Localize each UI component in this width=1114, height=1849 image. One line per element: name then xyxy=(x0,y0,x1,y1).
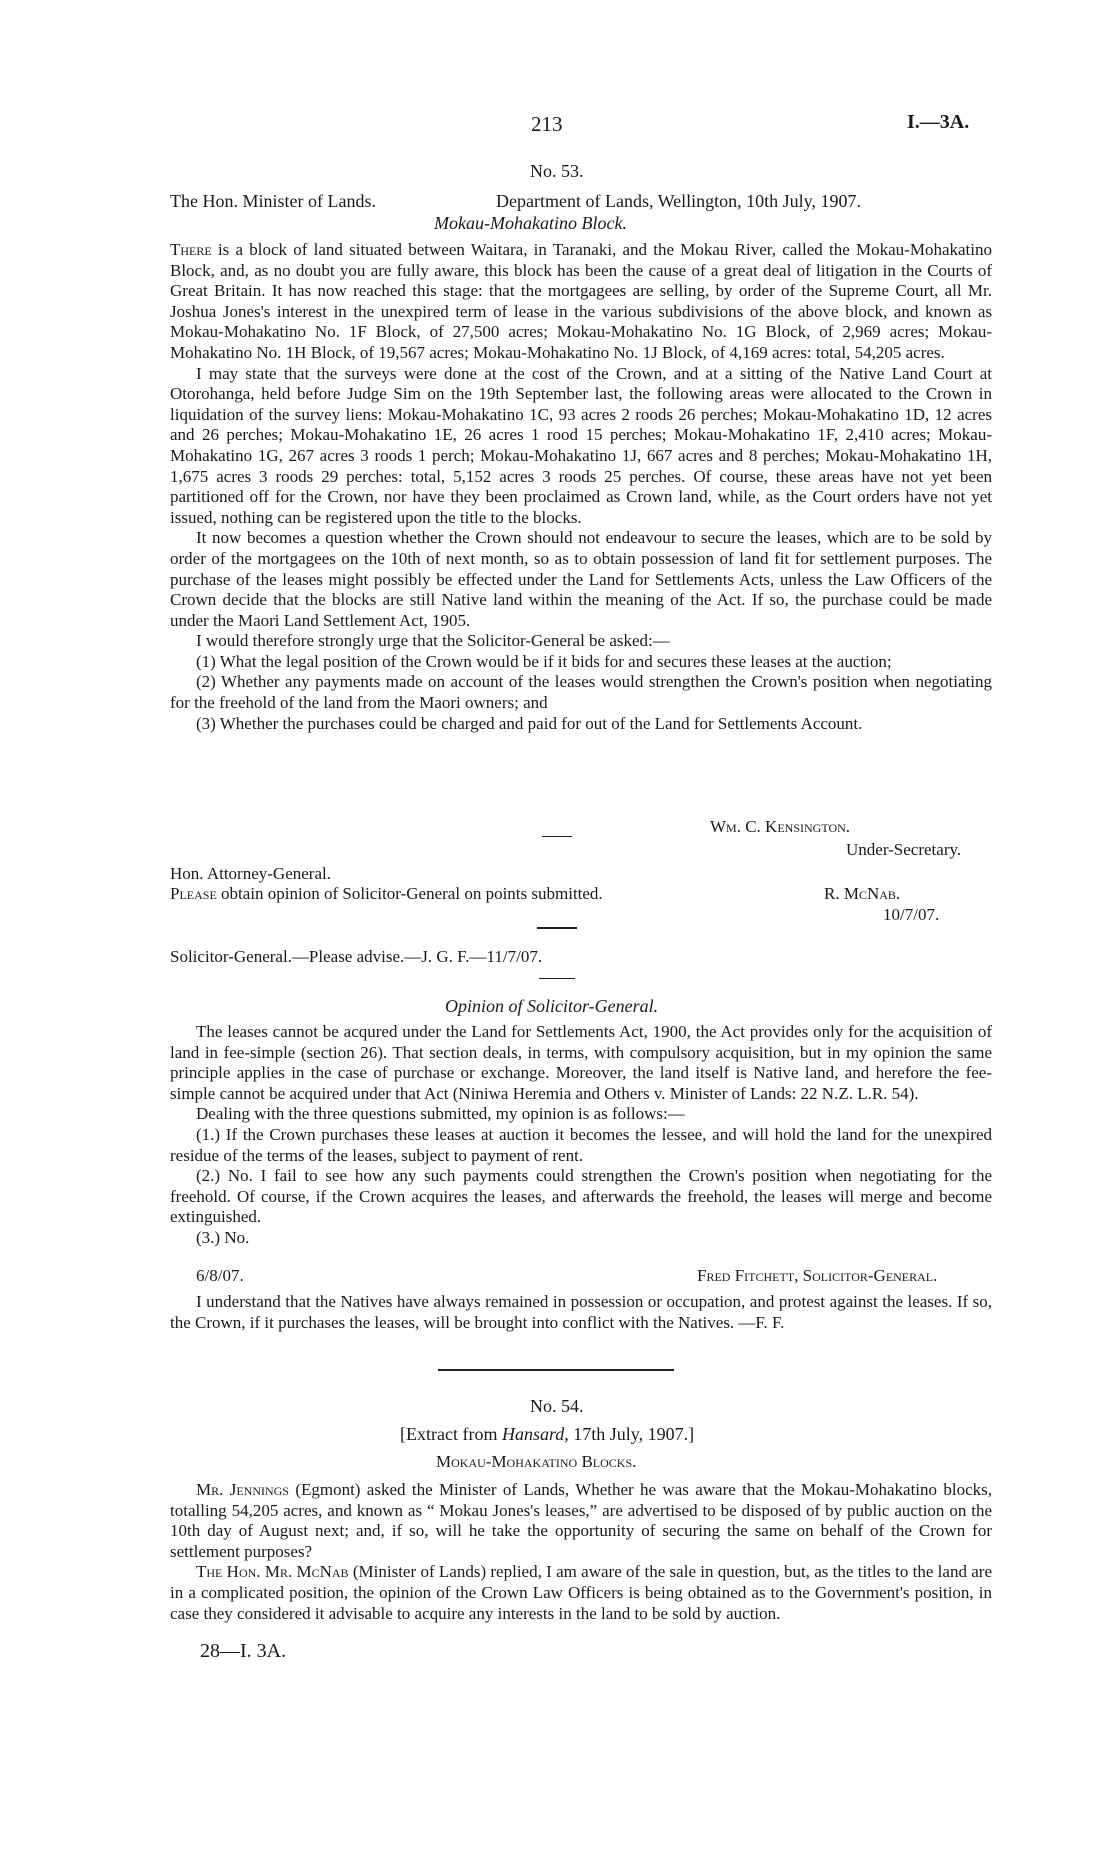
separator-rule xyxy=(537,927,577,929)
paragraph: Dealing with the three questions submitted, my opinion is as follows:— xyxy=(196,1104,685,1124)
minute-body: obtain opinion of Solicitor-General on points submitted. xyxy=(216,884,603,903)
separator-rule xyxy=(539,978,575,979)
paragraph: I understand that the Natives have always remained in possession or occupation, and protest against the leases. If so, the Crown, if it purchases the leases, will be brought into conflict with the Natives. —F. F. xyxy=(170,1292,992,1332)
paragraph-lead: There xyxy=(170,240,212,259)
addressee: The Hon. Minister of Lands. xyxy=(170,191,376,211)
subject-heading: Mokau-Mohakatino Blocks. xyxy=(436,1452,637,1471)
referral-minute: Solicitor-General.—Please advise.—J. G. F.—11/7/07. xyxy=(170,947,543,966)
paragraph-lead: The Hon. Mr. McNab xyxy=(196,1562,349,1582)
opinion-heading: Opinion of Solicitor-General. xyxy=(445,996,659,1016)
minute-signer: R. McNab. xyxy=(824,884,901,903)
letter-body xyxy=(170,240,992,734)
postscript xyxy=(170,1292,992,1333)
opinion-signature: Fred Fitchett, Solicitor-General. xyxy=(697,1266,938,1285)
signature-title: Under-Secretary. xyxy=(846,840,962,859)
minute-text xyxy=(170,884,603,904)
document-reference: I.—3A. xyxy=(907,111,970,133)
extract-pre: [Extract from xyxy=(400,1424,502,1444)
paragraph xyxy=(170,240,992,364)
dateline: Department of Lands, Wellington, 10th July, 1907. xyxy=(496,191,862,211)
extract-source: Hansard xyxy=(501,1424,565,1444)
paragraph: I may state that the surveys were done at the cost of the Crown, and at a sitting of the Native Land Court at Otorohanga, held before Judge Sim on the 19th September last, the following areas were allocated to the Crown in liquidation of the survey liens: Mokau-Mohakatino 1C, 93 acres 2 roods 26 perches; Mokau-Mohakatino 1D, 12 acres and 26 perches; Mokau-Mohakatino 1E, 26 acres 1 rood 15 perches; Mokau-Mohakatino 1F, 2,410 acres; Mokau-Mohakatino 1G, 267 acres 3 roods 1 perch; Mokau-Mohakatino 1J, 667 acres and 8 perches; Mokau-Mohakatino 1H, 1,675 acres 3 roods 29 perches: total, 5,152 acres 3 roods 25 perches. Of course, these areas have not yet been partitioned off for the Crown, nor have they been proclaimed as Crown land, while, as the Court orders have not yet issued, nothing can be registered upon the title to the blocks. xyxy=(170,363,992,527)
answer-2: (2.) No. I fail to see how any such payments could strengthen the Crown's position when negotiating for the freehold. Of course, if the Crown acquires the leases, and afterwards the freehold, the leases will merge and become extinguished. xyxy=(170,1166,992,1227)
extract-post: , 17th July, 1907.] xyxy=(564,1424,695,1444)
subject-heading: Mokau-Mohakatino Block. xyxy=(434,213,627,233)
hansard-body xyxy=(170,1480,992,1624)
answer-1: (1.) If the Crown purchases these leases at auction it becomes the lessee, and will hold the land for the unexpired residue of the terms of the leases, subject to payment of rent. xyxy=(170,1124,992,1165)
paragraph-text: is a block of land situated between Waitara, in Taranaki, and the Mokau River, called the Mokau-Mohakatino Block, and, as no doubt you are fully aware, this block has been the cause of a great deal of litigation in the Courts of Great Britain. It has now reached this stage: that the mortgagees are selling, by order of the Supreme Court, all Mr. Joshua Jones's interest in the unexpired term of lease in the various subdivisions of the above block, and known as Mokau-Mohakatino No. 1F Block, of 27,500 acres; Mokau-Mohakatino No. 1G Block, of 2,969 acres; Mokau-Mohakatino No. 1H Block, of 19,567 acres; Mokau-Mohakatino No. 1J Block, of 4,169 acres: total, 54,205 acres. xyxy=(170,240,992,362)
opinion-date: 6/8/07. xyxy=(196,1266,244,1285)
paragraph: The leases cannot be acqured under the Land for Settlements Act, 1900, the Act provides only for the acquisition of land in fee-simple (section 26). That section deals, in terms, with compulsory acquisition, but in my opinion the same principle applies in the case of purchase or exchange. Moreover, the land itself is Native land, and herefore the fee-simple cannot be acquired under that Act (Niniwa Heremia and Others v. Minister of Lands: 22 N.Z. L.R. 54). xyxy=(170,1022,992,1103)
item-number-53: No. 53. xyxy=(530,161,584,181)
extract-heading xyxy=(400,1424,694,1445)
paragraph xyxy=(170,1480,992,1562)
minute-lead: Please xyxy=(170,884,217,903)
page-number: 213 xyxy=(531,112,563,136)
separator-rule xyxy=(542,836,572,837)
answer-3: (3.) No. xyxy=(196,1227,250,1247)
question-1: (1) What the legal position of the Crown would be if it bids for and secures these leases at the auction; xyxy=(196,651,892,671)
question-3: (3) Whether the purchases could be charged and paid for out of the Land for Settlements Account. xyxy=(196,713,863,733)
paragraph-text: (Minister of Lands) replied, I am aware of the sale in question, but, as the titles to the land are in a complicated position, the opinion of the Crown Law Officers is being obtained as to the Government's position, in case they considered it advisable to acquire any interests in the land to be sold by auction. xyxy=(170,1562,992,1623)
paragraph: I would therefore strongly urge that the Solicitor-General be asked:— xyxy=(196,631,670,651)
paragraph-lead: Mr. Jennings xyxy=(196,1480,289,1499)
item-number-54: No. 54. xyxy=(530,1396,584,1416)
minute-addressee: Hon. Attorney-General. xyxy=(170,864,331,883)
signature-mark: 28—I. 3A. xyxy=(200,1640,287,1662)
question-2: (2) Whether any payments made on account of the leases would strengthen the Crown's position when negotiating for the freehold of the land from the Maori owners; and xyxy=(170,672,992,713)
paragraph-text: (Egmont) asked the Minister of Lands, Whether he was aware that the Mokau-Mohakatino blocks, totalling 54,205 acres, and known as “ Mokau Jones's leases,” are advertised to be disposed of by public auction on the 10th day of August next; and, if so, will he take the opportunity of securing the same on behalf of the Crown for settlement purposes? xyxy=(170,1480,992,1561)
minute-date: 10/7/07. xyxy=(883,905,940,924)
paragraph xyxy=(170,1562,992,1624)
paragraph: It now becomes a question whether the Crown should not endeavour to secure the leases, which are to be sold by order of the mortgagees on the 10th of next month, so as to obtain possession of land fit for settlement purposes. The purchase of the leases might possibly be effected under the Land for Settlements Acts, unless the Law Officers of the Crown decide that the blocks are still Native land within the meaning of the Act. If so, the purchase could be made under the Maori Land Settlement Act, 1905. xyxy=(170,528,992,630)
signature-name: Wm. C. Kensington. xyxy=(710,817,851,836)
section-divider xyxy=(438,1369,674,1371)
opinion-body xyxy=(170,1022,992,1249)
